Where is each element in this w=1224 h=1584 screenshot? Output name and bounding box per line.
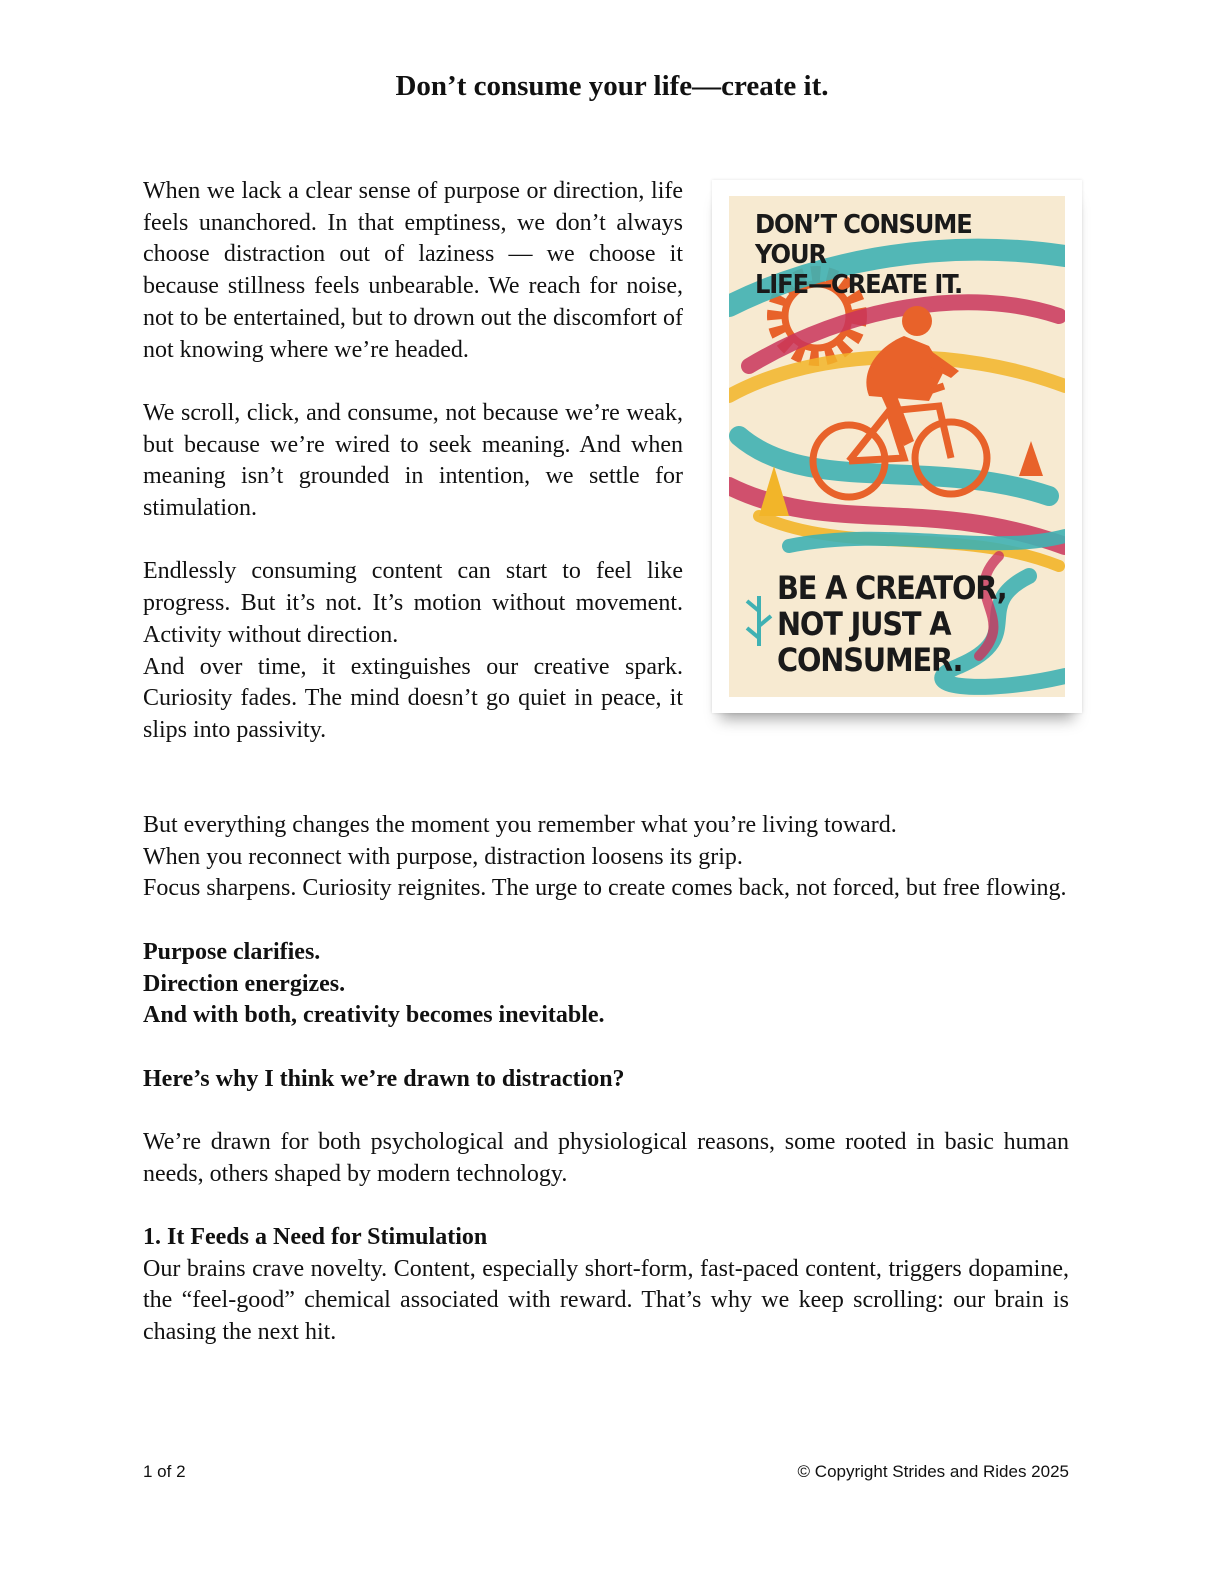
text-line: When you reconnect with purpose, distraction loosens its grip. [143, 843, 743, 870]
bold-line: Direction energizes. [143, 970, 346, 997]
page-number: 1 of 2 [143, 1462, 186, 1481]
reasons-intro: We’re drawn for both psychological and physiological reasons, some rooted in basic human needs, others shaped by modern technology. [143, 1128, 1069, 1187]
question-heading [143, 1064, 1069, 1096]
section-1 [143, 1222, 1069, 1349]
text-line: But everything changes the moment you remember what you’re living toward. [143, 812, 897, 838]
question-text: Here’s why I think we’re drawn to distraction? [143, 1065, 625, 1092]
paragraph: And over time, it extinguishes our creative spark. Curiosity fades. The mind doesn’t go quiet in peace, it slips into passivity. [143, 653, 683, 743]
poster-tagline: BE A CREATOR, NOT JUST A CONSUMER. [777, 569, 1007, 679]
main-body [143, 810, 1069, 1381]
paragraph: Endlessly consuming content can start to feel like progress. But it’s not. It’s motion without movement. Activity without direction. [143, 558, 683, 648]
paragraph: When we lack a clear sense of purpose or direction, life feels unanchored. In that emptiness, we don’t always choose distraction out of laziness — we choose it because stillness feels unbearable. We reach for noise, not to be entertained, but to drown out the discomfort of not knowing where we’re headed. [143, 178, 683, 363]
intro-column [143, 176, 683, 747]
section-text: Our brains crave novelty. Content, especially short-form, fast-paced content, triggers dopamine, the “feel-good” chemical associated with reward. That’s why we keep scrolling: our brain is chasing the next hit. [143, 1255, 1069, 1346]
poster-frame [712, 180, 1082, 713]
section-heading: 1. It Feeds a Need for Stimulation [143, 1224, 488, 1251]
page-title: Don’t consume your life—create it. [395, 70, 829, 102]
poster-image [729, 196, 1065, 697]
poster-headline: DON’T CONSUME YOUR LIFE—CREATE IT. [755, 210, 972, 300]
bold-statement [143, 937, 1069, 1032]
copyright: © Copyright Strides and Rides 2025 [797, 1462, 1069, 1481]
paragraph: We scroll, click, and consume, not because we’re weak, but because we’re wired to seek meaning. And when meaning isn’t grounded in intention, we settle for stimulation. [143, 399, 683, 522]
reconnect-paragraph [143, 810, 1069, 905]
bold-line: And with both, creativity becomes inevitable. [143, 1002, 605, 1029]
bold-line: Purpose clarifies. [143, 938, 321, 965]
text-line: Focus sharpens. Curiosity reignites. The urge to create comes back, not forced, but free flowing. [143, 875, 1067, 902]
